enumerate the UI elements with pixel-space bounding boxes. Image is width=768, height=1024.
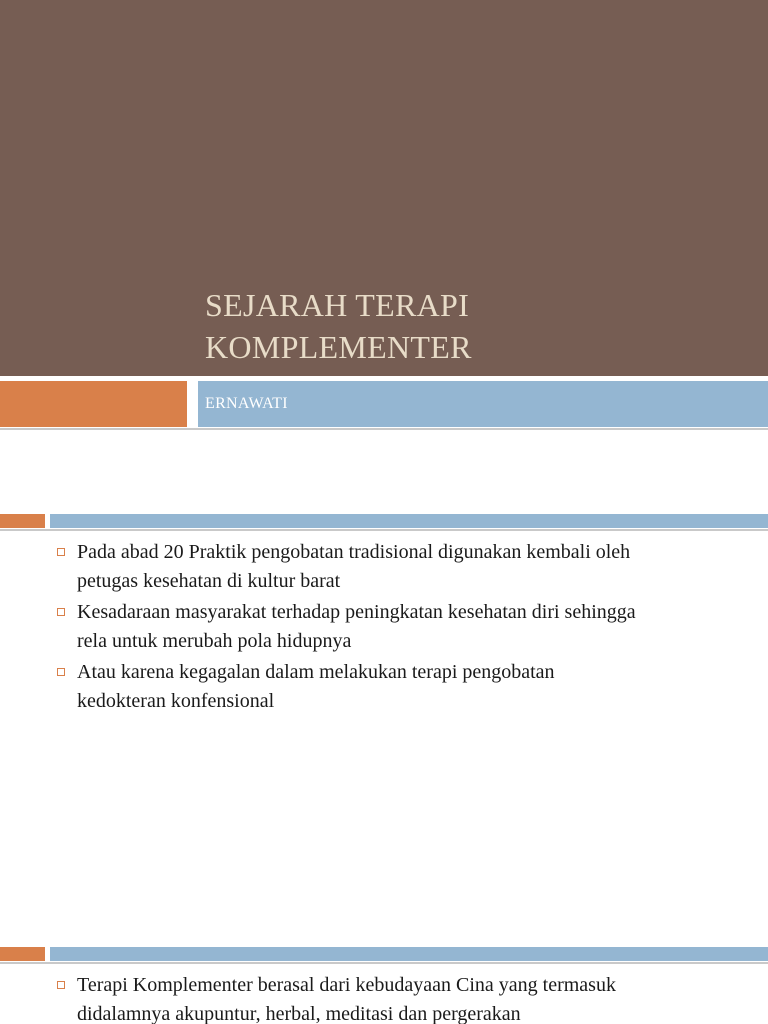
- bullet-text-line-1: Atau karena kegagalan dalam melakukan terapi pengobatan: [77, 661, 555, 683]
- bullet-text-line-2: petugas kesehatan di kultur barat: [77, 570, 341, 592]
- bullet-text-line-2: didalamnya akupuntur, herbal, meditasi dan pergerakan: [77, 1003, 521, 1024]
- list-item: [56, 538, 746, 596]
- slide-3-accent-shadow: [0, 962, 768, 964]
- title-orange-bar: [0, 381, 187, 427]
- slide-2-accent-blue: [50, 514, 768, 528]
- slide-2-accent-orange: [0, 514, 45, 528]
- hollow-square-bullet-icon: [57, 548, 65, 556]
- bullet-text-line-1: Kesadaraan masyarakat terhadap peningkatan kesehatan diri sehingga: [77, 601, 636, 623]
- bullet-text-line-2: kedokteran konfensional: [77, 690, 275, 712]
- slide-title: [205, 284, 745, 368]
- hollow-square-bullet-icon: [57, 981, 65, 989]
- slide-2-accent-shadow: [0, 529, 768, 531]
- list-item: [56, 598, 746, 656]
- list-item: [56, 971, 746, 1024]
- slide-3-bullet-list: [56, 971, 746, 1024]
- author-subtitle: ERNAWATI: [205, 395, 288, 412]
- slide-2-bullet-list: [56, 538, 746, 718]
- bullet-text-line-2: rela untuk merubah pola hidupnya: [77, 630, 352, 652]
- bullet-text-line-1: Pada abad 20 Praktik pengobatan tradisional digunakan kembali oleh: [77, 541, 631, 563]
- hollow-square-bullet-icon: [57, 608, 65, 616]
- slide-3-accent-orange: [0, 947, 45, 961]
- slide-title-line-2: KOMPLEMENTER: [205, 329, 472, 365]
- slide-3-accent-blue: [50, 947, 768, 961]
- list-item: [56, 658, 746, 716]
- bullet-text-line-1: Terapi Komplementer berasal dari kebudayaan Cina yang termasuk: [77, 974, 616, 996]
- hollow-square-bullet-icon: [57, 668, 65, 676]
- slide-title-line-1: SEJARAH TERAPI: [205, 287, 470, 323]
- title-divider: [0, 428, 768, 430]
